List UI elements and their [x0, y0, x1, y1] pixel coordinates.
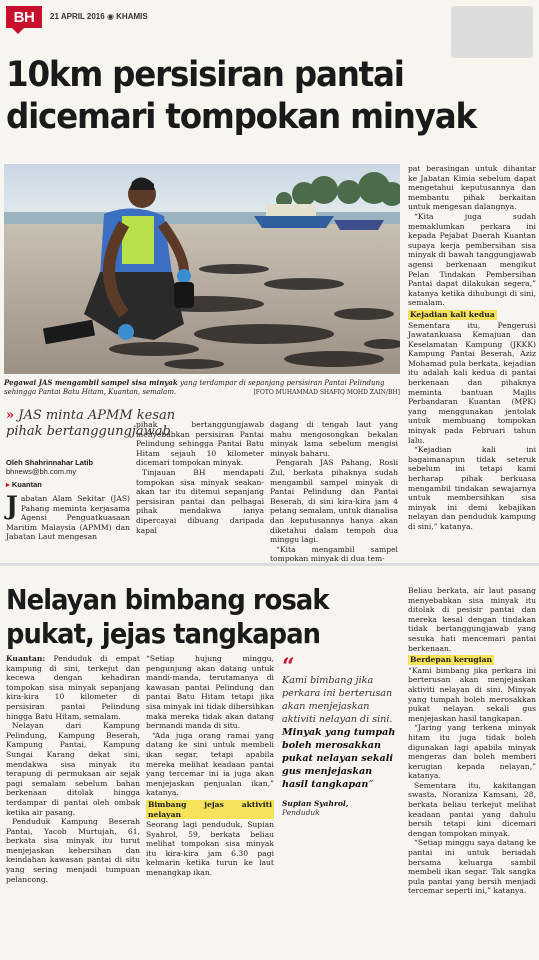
drop-cap: J: [6, 491, 18, 520]
a2-col4-para-5: “Setiap minggu saya datang ke pantai ini untuk beriadah bersama keluarga sambil membeli ikan segar. Tak sangka pula pantai yang bersih menjadi tercemar seperti ini,” katanya.: [408, 838, 536, 896]
masthead: [0, 0, 539, 34]
a2-col2-para-2: “Ada juga orang ramai yang datang ke sini untuk membeli ikan segar, tetapi apabila mereka melihat keadaan pantai yang tercemar ini ia juga akan menjejaskan penjualan ikan,” katanya.: [146, 730, 274, 798]
col1-text: abatan Alam Sekitar (JAS) Pahang meminta kerjasama Agensi Penguatkuasaan Maritim Malaysia (APMM) dan Jabatan Laut mengesan: [6, 494, 130, 542]
issue-date: 21 APRIL 2016: [50, 12, 105, 21]
quote-attribution: [282, 799, 400, 817]
col4-para-3: Sementara itu, Pengerusi Jawatankuasa Kemajuan dan Keselamatan Kampung (JKKK) Kampung Pantai Beserah, Aziz Mohamad pula berkata, kejadian itu adalah kali kedua di pantai berkenaan dan pihaknya meminta bantuan Majlis Perbandaran Kuantan (MPK) yang menggunakan jentolak untuk membuang tompokan minyak pada Februari tahun lalu.: [408, 320, 536, 445]
a2-col1-para-1: Penduduk di empat kampung di sini, terkejut dan kecewa dengan kehadiran tompokan sisa minyak sepanjang kira-kira 10 kilometer di persisiran pantai Pelindung hingga Batu Hitam, semalam.: [6, 654, 140, 721]
col2-para-2: Tinjauan BH mendapati tompokan sisa minyak seakan-akan tar itu ditemui sepanjang persisiran pantai dan pelbagai pihak mendakwa ianya dipercayai dibuang daripada kapal: [136, 467, 264, 535]
article1-photo: [4, 164, 400, 374]
caption-lead: Pegawai JAS mengambil sampel sisa minyak: [4, 378, 178, 387]
a2-col4-para-2: “Kami bimbang jika perkara ini berterusan akan menjejaskan aktiviti nelayan di sini. Minyak yang tumpah boleh merosakkan pukat nelayan sekali gus menjejaskan hasil tangkapan.: [408, 665, 536, 723]
quote-bold: Minyak yang tumpah boleh merosakkan pukat nelayan sekali gus menjejaskan hasil tangkapan: [282, 727, 396, 790]
article1-col2: [136, 420, 264, 535]
col3-para-2: Pengarah JAS Pahang, Rosli Zul, berkata pihaknya sudah mengambil sampel minyak di Pantai Pelindung dan Pantai Beserah, di sini kira-kira jam 4 petang semalam, untuk dianalisa dan keputusannya hanya akan diketahui dalam tempoh dua minggu lagi.: [270, 458, 398, 545]
section-highlight-3: Berdepan kerugian: [410, 655, 493, 665]
quote-mark-icon: “: [282, 654, 295, 680]
a2-col2-para-1: “Setiap hujung minggu, pengunjung akan datang untuk mandi-manda, terutamanya di kawasan pantai Pelindung dan pantai Batu Hitam tetapi jika sisa minyak ini tidak dibersihkan maka mereka tidak akan datang bermandi manda di situ.: [146, 654, 274, 731]
headline2-line-1: Nelayan bimbang rosak: [6, 583, 329, 616]
col3-para-3: “Kita mengambil sampel tompokan minyak di dua tem-: [270, 544, 398, 564]
issue-day: KHAMIS: [116, 12, 148, 21]
section-highlight: Kejadian kali kedua: [410, 309, 495, 319]
clock-icon: ◉: [106, 12, 117, 21]
location-label: Kuantan: [11, 480, 42, 489]
article1-col1: [6, 491, 130, 542]
corner-box: [451, 6, 533, 58]
col4-para-1: pat berasingan untuk dihantar ke Jabatan Kimia sebelum dapat mengetahui keputusannya dan membantu pihak berkaitan untuk mengesan dalangnya.: [408, 164, 536, 212]
newspaper-logo: BH: [6, 6, 42, 28]
article2-col1: [6, 654, 140, 884]
photo-caption: [4, 378, 400, 397]
article1-col4: [408, 164, 536, 532]
section-highlight-2: Bimbang jejas aktiviti nelayan: [148, 799, 272, 819]
a2-col4-para-3: “Jaring yang terkena minyak hitam itu juga tidak boleh digunakan lagi apabila minyak mengeras dan boleh memberi kerugian kepada nelayan,” katanya.: [408, 723, 536, 781]
article1-headline: [6, 54, 497, 138]
chevron-icon: »: [6, 408, 15, 423]
dateline-location: [6, 480, 42, 489]
headline-line-1: 10km persisiran pantai: [6, 55, 404, 95]
a2-col2-para-3: Seorang lagi penduduk, Supian Syahrol, 59, berkata beliau melihat tompokan sisa minyak itu kira-kira jam 6.30 pagi kelmarin ketika turun ke laut menangkap ikan.: [146, 820, 274, 878]
photo-credit: [FOTO MUHAMMAD SHAFIQ MOHD ZAIN/BH]: [253, 389, 400, 396]
col4-para-4: “Kejadian kali ini bagaimanapun tidak seteruk sebelum ini tetapi kami berharap pihak berkuasa mengambil tindakan sewajarnya untuk membersihkan sisa minyak ini demi kebajikan nelayan dan penduduk kampung di sini,” katanya.: [408, 445, 536, 531]
dateline: [50, 12, 148, 21]
quote-name: Supian Syahrol,: [282, 799, 349, 808]
caption-text: yang terdampar di sepanjang persisiran Pantai Pelindung sehingga Pantai Batu Hitam, Kuantan, semalam.: [4, 379, 385, 396]
lead-location: Kuantan:: [6, 654, 46, 663]
article-divider: [0, 563, 539, 566]
location-arrow-icon: ▸: [6, 480, 10, 489]
article2-col2: [146, 654, 274, 878]
col4-para-2: “Kita juga sudah memaklumkan perkara ini kepada Pejabat Daerah Kuantan supaya kerja pembersihan sisa minyak di bawah tanggungjawab agensi berkenaan mengikut Pelan Tindakan Pembersihan Pantai dapat dilakukan segera,” katanya ketika dihubungi di sini, semalam.: [408, 211, 536, 308]
pull-quote: [282, 654, 400, 817]
quote-role: Penduduk: [282, 808, 320, 817]
headline2-line-2: pukat, jejas tangkapan: [6, 617, 321, 650]
article2-headline: [6, 583, 374, 651]
article2-col4: [408, 586, 536, 896]
quote-end: ”: [368, 779, 374, 790]
beach-oil-photo: [4, 164, 400, 374]
a2-col4-para-1: Beliau berkata, air laut pasang menyebabkan sisa minyak itu ditolak di pesisir pantai dan mereka kesal dengan tindakan tidak bertanggungjawab yang sesuka hati mencemari pantai berkenaan.: [408, 586, 536, 653]
a2-col1-para-2: Nelayan dari Kampung Pelindung, Kampung Beserah, Kampung Pantai, Kampung Sungai Karang dekat sini, mendakwa sisa minyak itu terapung di permukaan air sejak pagi semalam sebelum bahan berkenaan ditolak hingga terdampar di pantai oleh ombak ketika air pasang.: [6, 721, 140, 817]
quote-text: Kami bimbang jika perkara ini berterusan akan menjejaskan aktiviti nelayan di sini.: [282, 675, 393, 725]
byline: [6, 458, 93, 476]
col2-para-1: pihak bertanggungjawab menyebabkan persisiran Pantai Pelindung sehingga Pantai Batu Hitam sejauh 10 kilometer dicemari tompokan minyak.: [136, 420, 264, 468]
byline-email[interactable]: bhnews@bh.com.my: [6, 467, 77, 476]
a2-col1-para-3: Penduduk Kampung Beserah Pantai, Yacob Murtujah, 61, berkata sisa minyak itu turut menjejaskan kebersihan dan keindahan kawasan pantai di situ yang sering menjadi tumpuan pelancong.: [6, 817, 140, 884]
subhead-text: JAS minta APMM kesan pihak bertanggungjawab: [6, 408, 176, 439]
article1-col3: [270, 420, 398, 564]
byline-author: Oleh Shahrinnahar Latib: [6, 458, 94, 467]
col3-para-1: dagang di tengah laut yang mahu mengosongkan bekalan minyak lama sebelum mengisi minyak baharu.: [270, 420, 398, 458]
headline-line-2: dicemari tompokan minyak: [6, 97, 476, 137]
a2-col4-para-4: Sementara itu, kakitangan swasta, Noraniza Kamsani, 28, berkata beliau terkejut melihat keadaan pantai yang dahulu bersih tetapi kini dicemari dengan tompokan minyak.: [408, 780, 536, 838]
